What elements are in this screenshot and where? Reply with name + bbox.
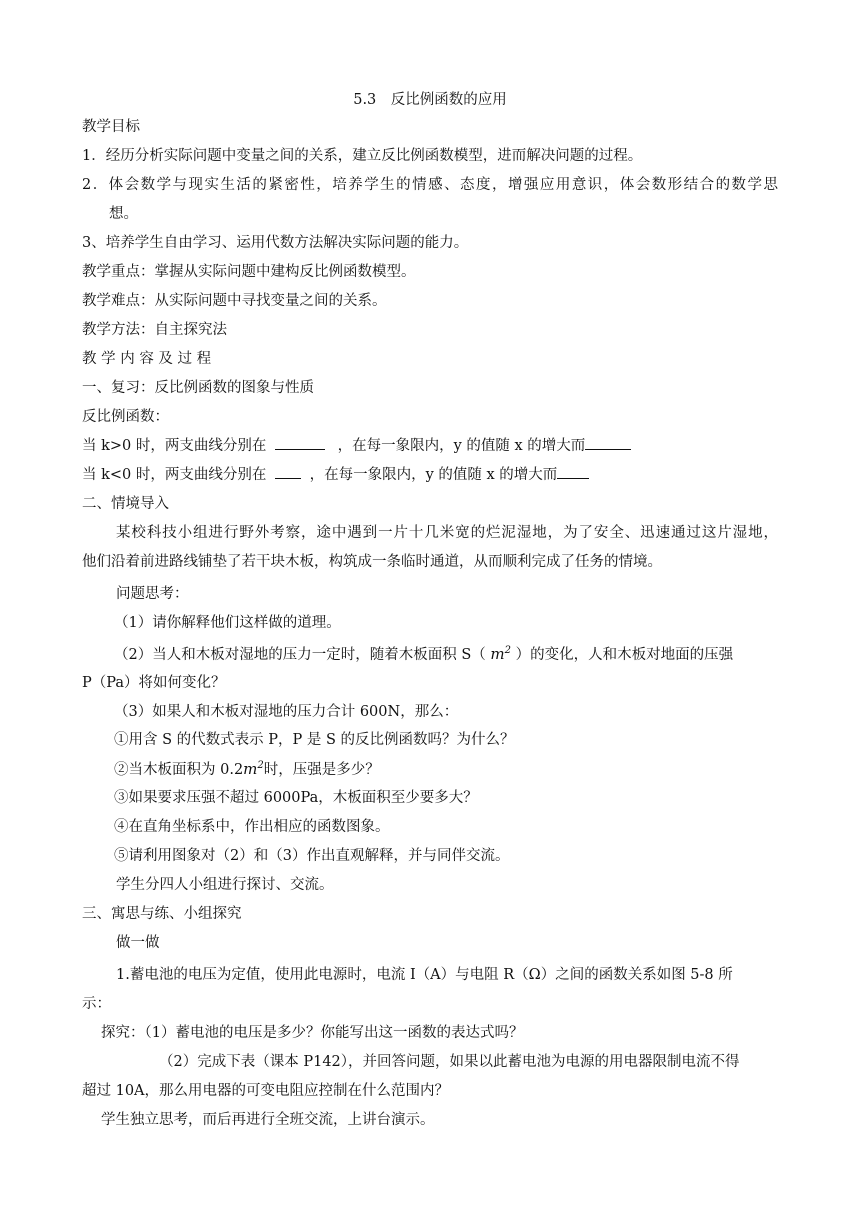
story-line-1: 某校科技小组进行野外考察，途中遇到一片十几米宽的烂泥湿地，为了安全、迅速通过这片湿地， <box>116 525 778 541</box>
question-2-text-b: ）的变化，人和木板对地面的压强 <box>515 647 734 663</box>
final-instruction: 学生独立思考，而后再进行全班交流，上讲台演示。 <box>101 1112 435 1128</box>
explore-2-line-1: （2）完成下表（课本 P142），并回答问题，如果以此蓄电池为电源的用电器限制电流不得 <box>159 1054 740 1070</box>
question-2-text-a: （2）当人和木板对湿地的压力一定时，随着木板面积 S（ <box>114 647 486 663</box>
objective-2-line-1: 2．体会数学与现实生活的紧密性，培养学生的情感、态度，增强应用意识，体会数形结合的数学思 <box>82 177 778 193</box>
question-1: （1）请你解释他们这样做的道理。 <box>114 615 341 631</box>
objective-3: 3、培养学生自由学习、运用代数方法解决实际问题的能力。 <box>82 235 469 251</box>
difficulty: 教学难点：从实际问题中寻找变量之间的关系。 <box>82 293 387 309</box>
k-positive-line <box>82 432 778 461</box>
section-2-heading: 二、情境导入 <box>82 496 169 512</box>
area-unit-2: $m^2$ <box>243 760 264 778</box>
explore-2-line-2: 超过 10A，那么用电器的可变电阻应控制在什么范围内？ <box>82 1083 450 1099</box>
k-negative-blank-2 <box>557 462 589 479</box>
sub-question-2-text-b: 时，压强是多少？ <box>263 762 380 778</box>
sub-question-2-text-a: ②当木板面积为 0.2 <box>114 762 244 778</box>
exercise-1-line-2: 示： <box>82 996 111 1012</box>
key-point: 教学重点：掌握从实际问题中建构反比例函数模型。 <box>82 264 416 280</box>
ohm-symbol: Ω <box>528 967 541 983</box>
group-discussion: 学生分四人小组进行探讨、交流。 <box>116 877 334 893</box>
sub-question-3: ③如果要求压强不超过 6000Pa，木板面积至少要多大？ <box>114 790 478 806</box>
sub-question-5: ⑤请利用图象对（2）和（3）作出直观解释，并与同伴交流。 <box>114 848 510 864</box>
k-positive-text-a: 当 k>0 时，两支曲线分别在 <box>82 438 267 454</box>
question-2-line-2: P（Pa）将如何变化？ <box>82 675 226 691</box>
k-negative-text-b: ，在每一象限内，y 的值随 x 的增大而 <box>309 467 558 483</box>
exercise-1-line-1 <box>116 961 778 990</box>
objective-1: 1．经历分析实际问题中变量之间的关系，建立反比例函数模型，进而解决问题的过程。 <box>82 148 643 164</box>
k-positive-blank-1 <box>275 433 325 450</box>
section-1-heading: 一、复习：反比例函数的图象与性质 <box>82 380 314 396</box>
k-positive-blank-2 <box>585 433 631 450</box>
objectives-heading: 教学目标 <box>82 119 140 135</box>
question-thinking: 问题思考： <box>116 586 189 602</box>
teaching-method: 教学方法：自主探究法 <box>82 322 227 338</box>
k-positive-text-b: ，在每一象限内，y 的值随 x 的增大而 <box>337 438 586 454</box>
do-it-heading: 做一做 <box>116 935 160 951</box>
k-negative-blank-1 <box>275 462 301 479</box>
sub-question-1: ①用含 S 的代数式表示 P，P 是 S 的反比例函数吗？为什么？ <box>114 732 515 748</box>
sub-question-2 <box>114 755 778 785</box>
k-negative-text-a: 当 k<0 时，两支曲线分别在 <box>82 467 267 483</box>
area-unit: $m^2$ <box>490 645 511 663</box>
explore-1: 探究：（1）蓄电池的电压是多少？你能写出这一函数的表达式吗？ <box>101 1025 524 1041</box>
sub-question-4: ④在直角坐标系中，作出相应的函数图象。 <box>114 819 390 835</box>
section-3-heading: 三、寓思与练、小组探究 <box>82 906 242 922</box>
page-title: 5.3 反比例函数的应用 <box>353 92 507 108</box>
exercise-1-text-a: 1.蓄电池的电压为定值，使用此电源时，电流 I（A）与电阻 R（ <box>116 967 529 983</box>
story-line-2: 他们沿着前进路线铺垫了若干块木板，构筑成一条临时通道，从而顺利完成了任务的情境。 <box>82 554 662 570</box>
inverse-function-label: 反比例函数： <box>82 409 169 425</box>
question-3: （3）如果人和木板对湿地的压力合计 600N，那么： <box>114 704 459 720</box>
question-2-line-1 <box>114 640 778 670</box>
exercise-1-text-b: ）之间的函数关系如图 5-8 所 <box>540 967 733 983</box>
objective-2-line-2: 想。 <box>109 206 138 222</box>
process-heading: 教 学 内 容 及 过 程 <box>82 351 212 367</box>
k-negative-line <box>82 461 778 490</box>
